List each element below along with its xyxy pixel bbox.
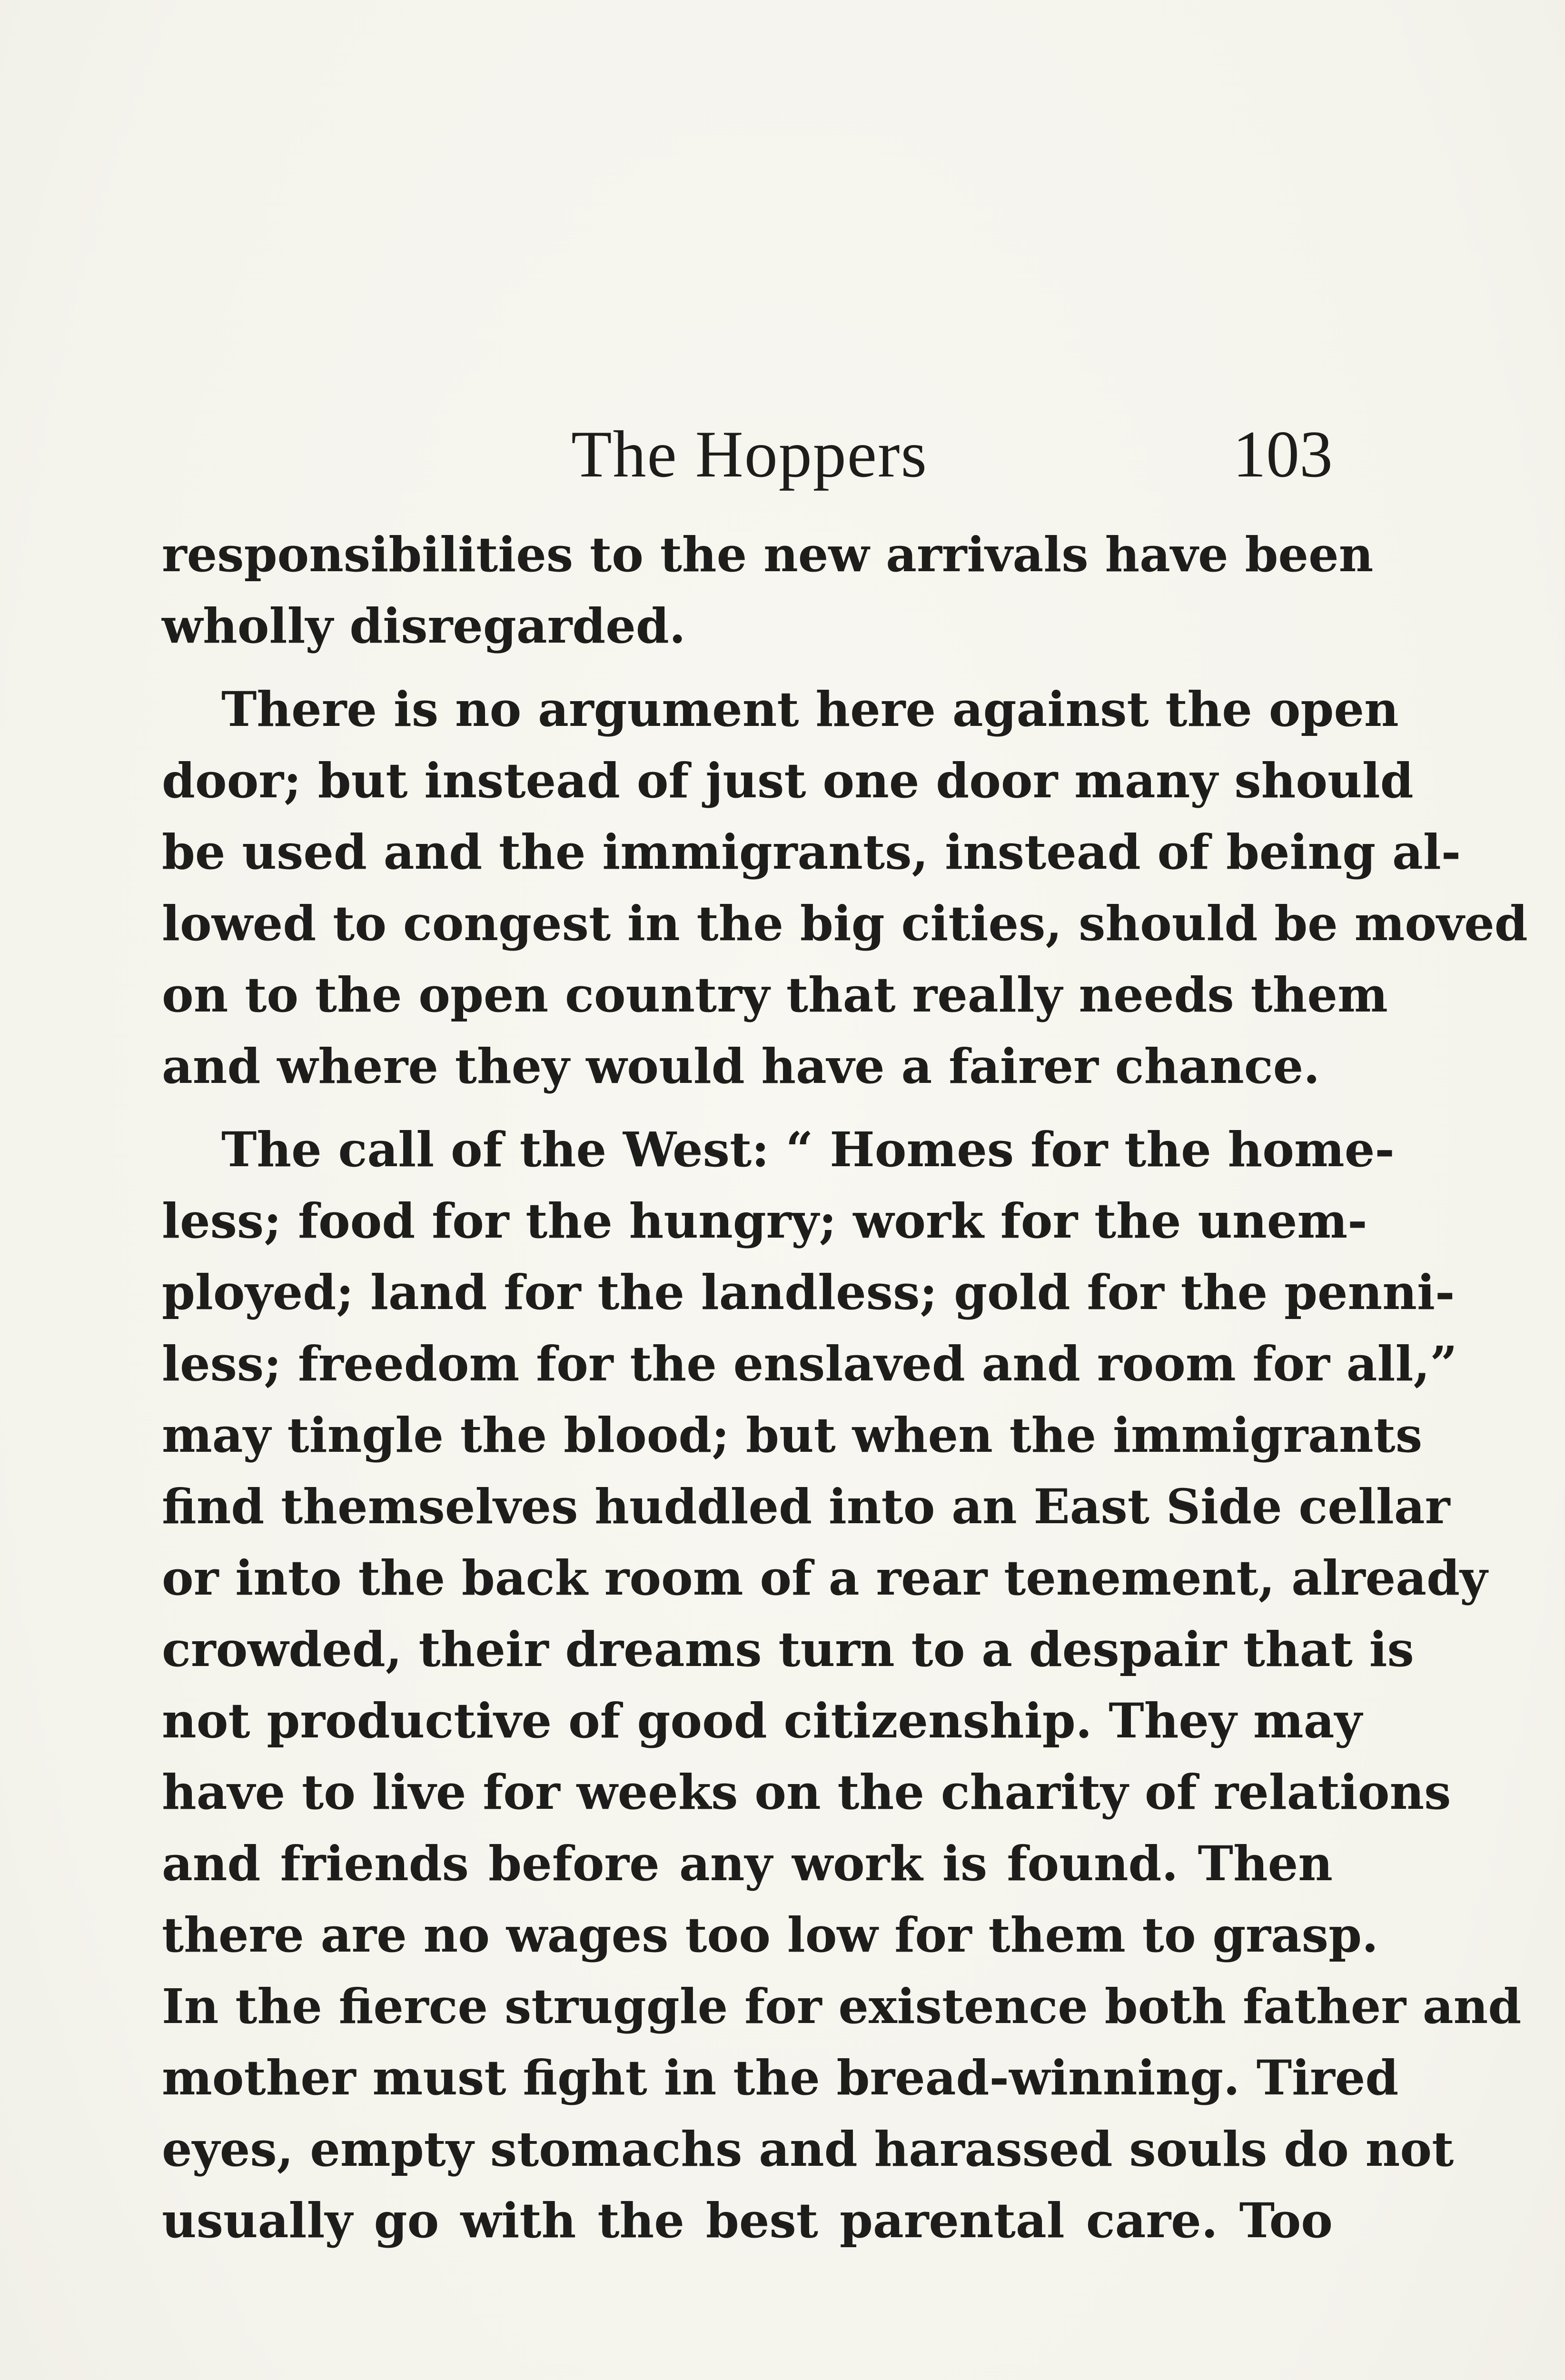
text-line: wholly disregarded. — [162, 598, 686, 654]
text-line: not productive of good citizenship. They may — [162, 1693, 1362, 1749]
text-line: may tingle the blood; but when the immigrants — [162, 1407, 1423, 1463]
text-line: and where they would have a fairer chance. — [162, 1038, 1320, 1094]
page-number: 103 — [1233, 417, 1333, 491]
text-line: or into the back room of a rear tenement, already — [162, 1550, 1488, 1606]
text-line: find themselves huddled into an East Side cellar — [162, 1478, 1450, 1535]
text-line: eyes, empty stomachs and harassed souls do not — [162, 2121, 1454, 2177]
text-line: The call of the West: “ Homes for the home- — [221, 1121, 1395, 1178]
text-line: mother must fight in the bread-winning. Tired — [162, 2050, 1399, 2106]
text-line: and friends before any work is found. Then — [162, 1835, 1333, 1892]
text-line: less; freedom for the enslaved and room for all,” — [162, 1336, 1457, 1392]
text-line: be used and the immigrants, instead of being al- — [162, 824, 1461, 880]
text-line: In the fierce struggle for existence both father and — [162, 1978, 1522, 2034]
text-line: crowded, their dreams turn to a despair that is — [162, 1621, 1414, 1677]
text-line: less; food for the hungry; work for the unem- — [162, 1193, 1367, 1249]
paragraph-1 — [162, 519, 1374, 662]
text-line: have to live for weeks on the charity of relations — [162, 1764, 1451, 1820]
running-head: The Hoppers — [571, 417, 928, 491]
paragraph-2 — [162, 674, 1528, 1102]
text-line: lowed to congest in the big cities, should be moved — [162, 895, 1528, 952]
text-line: on to the open country that really needs them — [162, 967, 1388, 1023]
text-line: responsibilities to the new arrivals have been — [162, 526, 1374, 583]
paragraph-3 — [162, 1114, 1522, 2256]
text-line: door; but instead of just one door many should — [162, 753, 1414, 809]
text-line: ployed; land for the landless; gold for the penni- — [162, 1264, 1455, 1320]
text-line: There is no argument here against the open — [221, 681, 1399, 737]
text-line: there are no wages too low for them to grasp. — [162, 1907, 1378, 1963]
page-header — [162, 414, 1333, 495]
text-line: usually go with the best parental care. Too — [162, 2192, 1333, 2249]
body-text — [162, 519, 1528, 2268]
